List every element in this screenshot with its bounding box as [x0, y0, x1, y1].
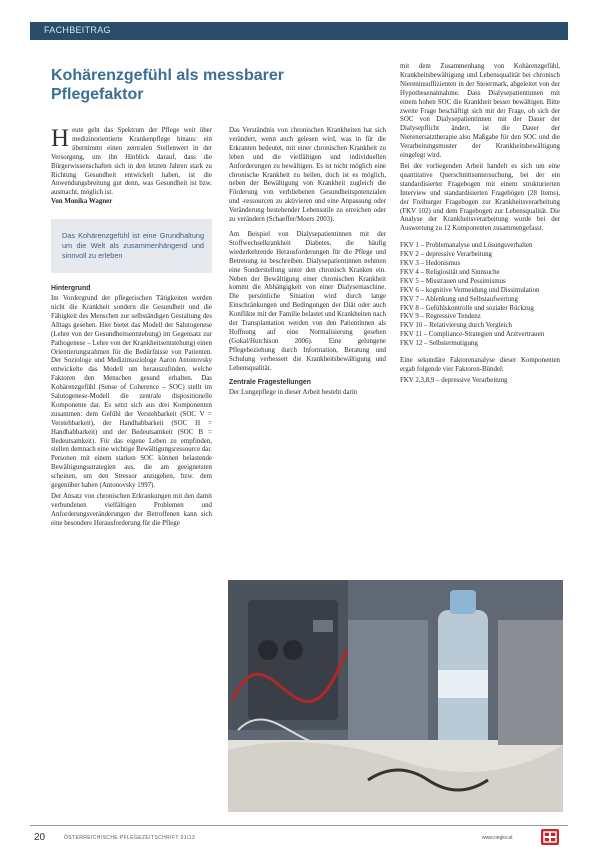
magazine-name: ÖSTERREICHISCHE PFLEGEZEITSCHRIFT 01/13 — [64, 835, 196, 841]
column-1 — [51, 127, 212, 531]
author-byline: Von Monika Wagner — [51, 198, 113, 206]
fkv-item: FKV 4 – Religiosität und Sinnsuche — [400, 268, 500, 276]
body-paragraph: mit dem Zusammenhang von Kohärenzgefühl, Krankheitsbewältigung und Lebensqualität bei chronisch Niereninsuffizienten in der Steiermark, abgeleitet von der Hypothesenannahme. Dass Dialysepatientinnen mit einem hohen SOC die Krankheit besser bewältigen. Bitte zweite Frage beschäftigt sich mit der Frage, ob sich der SOC von Dialysepatientinnen mit der Dauer der Dialysepflicht ändert, ist die Dauer der Nierenersatztherapie also Maßgabe für den SOC und die Verarbeitungsmuster der Krankheitsbewältigung eingelegt wird. — [400, 63, 560, 160]
footer-url[interactable]: www.oegkv.at — [482, 835, 513, 841]
dialysis-station-photo — [228, 580, 563, 812]
fkv-item: FKV 5 – Misstrauen und Pessimismus — [400, 277, 506, 285]
oegkv-logo-icon — [541, 829, 559, 845]
article-title: Kohärenzgefühl als messbarer Pflegefaktor — [51, 67, 284, 103]
fkv-item: FKV 6 – kognitive Vermeidung und Dissimulation — [400, 286, 540, 294]
subhead-background: Hintergrund — [51, 285, 91, 293]
body-paragraph: Das Verständnis von chronischen Krankheiten hat sich verändert, wenn auch gelesen wird, was in für die Erkranten bedeutet, mit einer chronischen Krankheit zu leben und die vielfältigen und individuellen Anforderungen zu bewältigen. Es ist nicht möglich eine chronische Krankheit zu heilen, doch ist es möglich, neben der Bewältigung von Krankheit zugleich die Förderung von verbliebenen Gesundheitspotenzialen und -ressourcen zu aktivieren und eine Anpassung oder Veränderung bestehender Lebensstile zu erreichen oder zu verändern (Schaeffer/Moers 2003). — [229, 127, 386, 224]
body-paragraph: Im Vordergrund der pflegerischen Tätigkeiten werden nicht die Krankheit sondern die Gesundheit und die Fähigkeit des Menschen zur selbständigen Gestaltung des Alltags gesehen. Hier bietet das Modell der Salutogenese (Lehre von der Gesundheitsentstehung) im Gegensatz zur Pathogenese – Lehre von der Krankheitsentstehung) einen Orientierungsrahmen für die Bedürfnisse von Patienten. Der Soziologe und Medizinsoziologe Aaron Antonovsky entwickelte das Modell um herauszufinden, welche Faktoren den Menschen gesund erhalten. Das Kohärenzgefühl (Sense of Coherence – SOC) stellt im Salutogenese-Modell die zentrale dispositionelle Komponente dar. Es setzt sich aus drei Komponenten zusammen: dem Gefühl der Verstehbarkeit (SOC V = Verstehbarkeit), der Handhabbarkeit (SOC H = Handhabbarkeit) und der Bedeutsamkeit (SOC B = Bedeutsamkeit). Für das eigene Leben zu empfinden, stellen demnach eine wichtige Bewältigungsressource dar. Personen mit einem starken SOC können belastende Bewältigungsstrategien aus, die am geeignetsten scheinen, um den Stressor anzugehen, bzw. dem gegenüber haben (Antonovsky 1997). — [51, 295, 212, 490]
body-paragraph: Der Lungepflege in dieser Arbeit besteht darin — [229, 389, 358, 397]
fkv-item: FKV 8 – Gefühlskontrolle und sozialer Rückzug — [400, 304, 534, 312]
fkv-item: FKV 7 – Ablenkung und Selbstaufwertung — [400, 295, 518, 303]
lead-paragraph — [51, 127, 212, 207]
drop-cap: H — [51, 125, 70, 152]
column-3 — [400, 63, 560, 388]
body-paragraph: FKV 2,3,8,9 – depressive Verarbeitung — [400, 376, 508, 384]
column-2 — [229, 127, 386, 400]
subhead-questions: Zentrale Fragestellungen — [229, 379, 311, 387]
fkv-item: FKV 1 – Problemanalyse und Lösungsverhalten — [400, 242, 533, 250]
fkv-item: FKV 3 – Hedonismus — [400, 260, 461, 268]
section-tag: FACHBEITRAG — [44, 25, 111, 35]
body-paragraph: Der Ansatz von chronischen Erkrankungen mit den damit verbundenen vielfältigen Problemen und Anforderungsveränderungen der Betroffenen kann sich eine besondere Herausforderung für die Pflege — [51, 493, 212, 527]
footer-rule — [30, 825, 568, 826]
pull-quote: Das Kohärenzgefühl ist eine Grundhaltung um die Welt als zusammenhängend und sinnvoll zu erleben — [51, 219, 212, 273]
fkv-item: FKV 10 – Relativierung durch Vergleich — [400, 322, 512, 330]
body-paragraph: Eine sekundäre Faktorenanalyse dieser Komponenten ergab folgende vier Faktoren-Bündel: — [400, 357, 560, 373]
fkv-list — [400, 242, 560, 349]
fkv-item: FKV 2 – depressive Verarbeitung — [400, 251, 492, 259]
fkv-item: FKV 12 – Selbstermutigung — [400, 340, 478, 348]
lead-text: eute geht das Spektrum der Pflege weit über medizinorientierte Krankenpflege hinaus: ein übernimmt einen zentralen Stellenwert in der Versorgung, um ihn Hinblick darauf, dass die Bürgerwissenschaften sich in den letzten Jahren stark zu Richtung Gesundheit entwickelt haben, ist die Anwendungsbreitung gut denn, was Gesundheit ist bzw. ausmacht, möglich ist. — [51, 127, 212, 197]
page-number: 20 — [34, 832, 46, 843]
body-paragraph: Am Beispiel von Dialysepatientinnen mit der Stoffwechselkrankheit Diabetes, die häufig wiederkehrende Herausforderungen für die Pflege und Betreuung ist beschreiben. Dialysepatientinnen nehmen eine Sonderstellung unter den chronisch Kranken ein. Neben der Bewältigung einer chronischen Krankheit kommt die Abhängigkeit von einer Dialysemaschine. Die persönliche Situation wird durch lange Einschränkungen und Bedingungen der Diät oder auch Konflikte mit der Familie belastet und Krankheiten nach der Transplantation werden von den Patientinnen als Hoffnung auf eine Normalisierung gesehen (Gokal/Hutchison 2006). Eine gelungene Pflegebeziehung durch Information, Beratung und Schulung verbessert die Krankheitsbewältigung und Lebensqualität. — [229, 230, 386, 372]
fkv-item: FKV 9 – Regressive Tendenz — [400, 313, 481, 321]
body-paragraph: Bei der vorliegenden Arbeit handelt es sich um eine quantitative Querschnittsuntersuchung, bei der ein standardisierter Fragebogen mit einem strukturierten Interview und standardisierten Fragebögen (28 Items), der Freiburger Fragebogen zur Krankheitsverarbeitung (FKV 102) und dem Fragebogen zur Lebensqualität. Die Analyse der Krankheitsverarbeitung wurde bei der Auswertung zu 12 Komponenten zusammengefasst. — [400, 162, 560, 233]
fkv-item: FKV 11 – Compliance-Strategien und Arztvertrauen — [400, 331, 545, 339]
